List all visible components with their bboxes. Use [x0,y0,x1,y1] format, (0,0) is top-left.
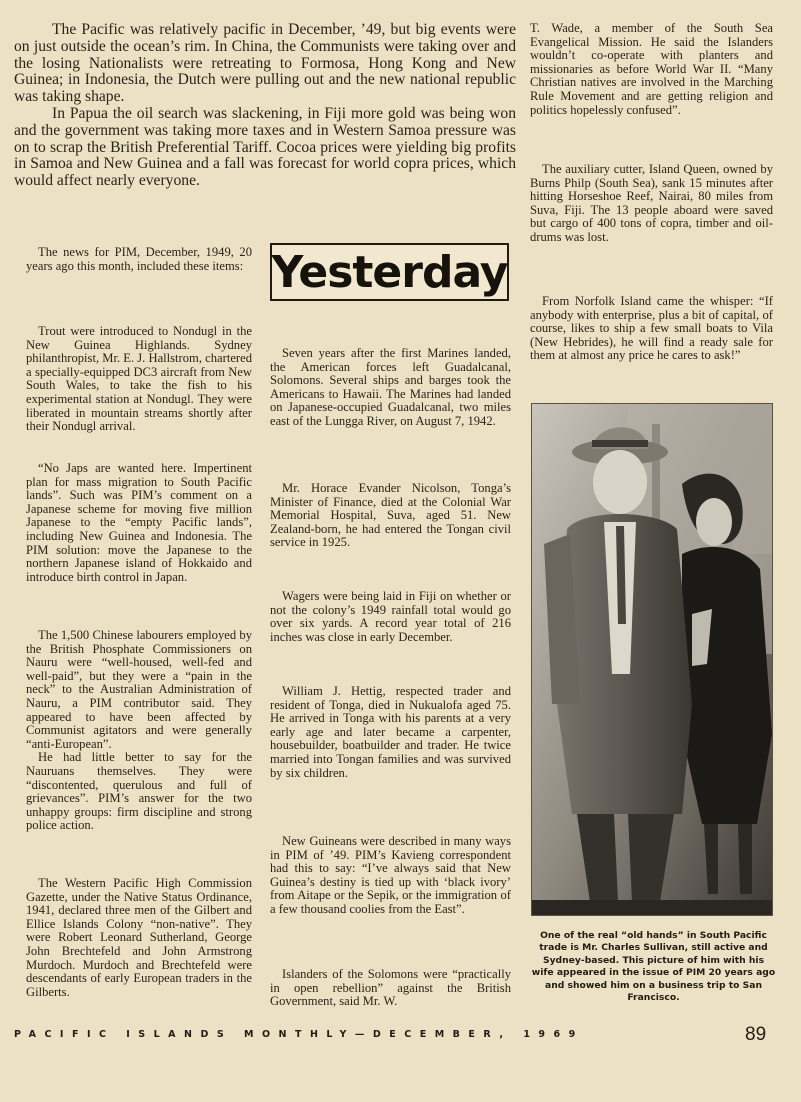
paragraph-text: The Western Pacific High Commission Gazette, under the Native Status Ordinance, 1941, declared three men of the Gilbert and Ellice Islands Colony “non-native”. They were Robert Leonard Sutherland, George John Brechtefeld and John Armstrong Murdoch. Murdoch and Brechtefeld were descendants of early European traders in the Gilberts. [26,876,252,999]
paragraph-text: “No Japs are wanted here. Impertinent plan for mass migration to South Pacific lands”. Such was PIM’s comment on a Japanese scheme for moving five million Japanese to the “empty Pacific lands”, including New Guinea and Indonesia. The PIM solution: move the Japanese to the northern Japanese island of Hokkaido and introduce birth control in Japan. [26,461,252,584]
intro-paragraph: In Papua the oil search was slackening, in Fiji more gold was being won and the government was taking more taxes and in Western Samoa pressure was on to scrap the British Preferential Tariff. Cocoa prices were yielding big profits in Samoa and New Guinea and a fall was forecast for world copra prices, which would affect nearly everyone. [14,104,516,190]
paragraph-text: Wagers were being laid in Fiji on whether or not the colony’s 1949 rainfall total would go over six yards. A record year total of 216 inches was close in early December. [270,589,511,644]
article-paragraph [26,246,252,273]
article-paragraph [270,347,511,429]
sullivan-photo [531,403,773,916]
article-paragraph [26,462,252,584]
paragraph-text: Islanders of the Solomons were “practically in open rebellion” against the British Government, said Mr. W. [270,967,511,1009]
paragraph-text: The news for PIM, December, 1949, 20 years ago this month, included these items: [26,245,252,273]
article-paragraph [530,295,773,363]
article-paragraph [270,685,511,780]
paragraph-text: The auxiliary cutter, Island Queen, owned by Burns Philp (South Sea), sank 15 minutes after hitting Horseshoe Reef, Nairai, 80 miles from Suva, Fiji. The 13 people aboard were saved but cargo of 400 tons of copra, timber and oil-drums was lost. [530,162,773,244]
photo-image [532,404,772,915]
paragraph-text: Trout were introduced to Nondugl in the New Guinea Highlands. Sydney philanthropist, Mr. E. J. Hallstrom, chartered a specially-equipped DC3 aircraft from New South Wales, to take the fish to his experimental station at Nondugl. They were liberated in mountain streams shortly after their Nondugl arrival. [26,324,252,434]
article-paragraph [530,163,773,245]
paragraph-text: The 1,500 Chinese labourers employed by the British Phosphate Commissioners on Nauru were “well-housed, well-fed and well-paid”, but they were a “pain in the neck” to the Australian Administration of Nauru, a PIM contributor said. They appeared to have been affected by Communist agitators and were generally “anti-European”. [26,628,252,751]
article-paragraph [26,877,252,999]
article-paragraph [270,482,511,550]
paragraph-text: Mr. Horace Evander Nicolson, Tonga’s Minister of Finance, died at the Colonial War Memorial Hospital, Suva, aged 51. New Zealand-born, he had entered the Tongan civil service in 1925. [270,481,511,550]
article-paragraph [270,590,511,644]
paragraph-text: William J. Hettig, respected trader and resident of Tonga, died in Nukualofa aged 75. He arrived in Tonga with his parents at a very early age and later became a carpenter, housebuilder, boatbuilder and trader. He twice married into Tongan families and was survived by six children. [270,684,511,780]
paragraph-text: He had little better to say for the Nauruans themselves. They were “discontented, querulous and full of grievances”. PIM’s answer for the two unhappy groups: firm discipline and strong police action. [26,750,252,833]
footer-publication: PACIFIC ISLANDS MONTHLY—DECEMBER, 1969 [14,1029,584,1040]
section-title-box [270,243,509,301]
article-paragraph [530,22,773,117]
page-number: 89 [745,1024,767,1045]
intro-text [14,22,516,190]
paragraph-text: New Guineans were described in many ways in PIM of ’49. PIM’s Kavieng correspondent had this to say: “I’ve always said that New Guinea’s destiny is tied up with ‘black ivory’ from Aitape or the Sepik, or the immigration of a few thousand coolies from the East”. [270,834,511,916]
article-paragraph [270,968,511,1009]
paragraph-text: T. Wade, a member of the South Sea Evangelical Mission. He said the Islanders wouldn’t co-operate with planters and missionaries as before World War II. “Many Christian natives are involved in the Marching Rule Movement and are getting religion and politics hopelessly confused”. [530,21,773,117]
article-paragraph [26,325,252,434]
paragraph-text: Seven years after the first Marines landed, the American forces left Guadalcanal, Solomons. Several ships and barges took the Americans to Hawaii. The Marines had landed on Japanese-occupied Guadalcanal, two miles east of the Lungga River, on August 7, 1942. [270,346,511,428]
section-title: Yesterday [271,246,508,298]
photo-caption: One of the real “old hands” in South Pacific trade is Mr. Charles Sullivan, still active and Sydney-based. This picture of him with his wife appeared in the issue of PIM 20 years ago and showed him on a business trip to San Francisco. [531,930,776,1004]
article-paragraph [270,835,511,917]
article-paragraph [26,629,252,833]
intro-paragraph: The Pacific was relatively pacific in December, ’49, but big events were on just outside the ocean’s rim. In China, the Communists were taking over and the losing Nationalists were retreating to Formosa, Hong Kong and New Guinea; in Indonesia, the Dutch were pulling out and the new national republic was taking shape. [14,21,516,106]
paragraph-text: From Norfolk Island came the whisper: “If anybody with enterprise, plus a bit of capital, of course, likes to ship a few small boats to Vila (New Hebrides), he will find a ready sale for them at almost any price he cares to ask!” [530,294,773,363]
